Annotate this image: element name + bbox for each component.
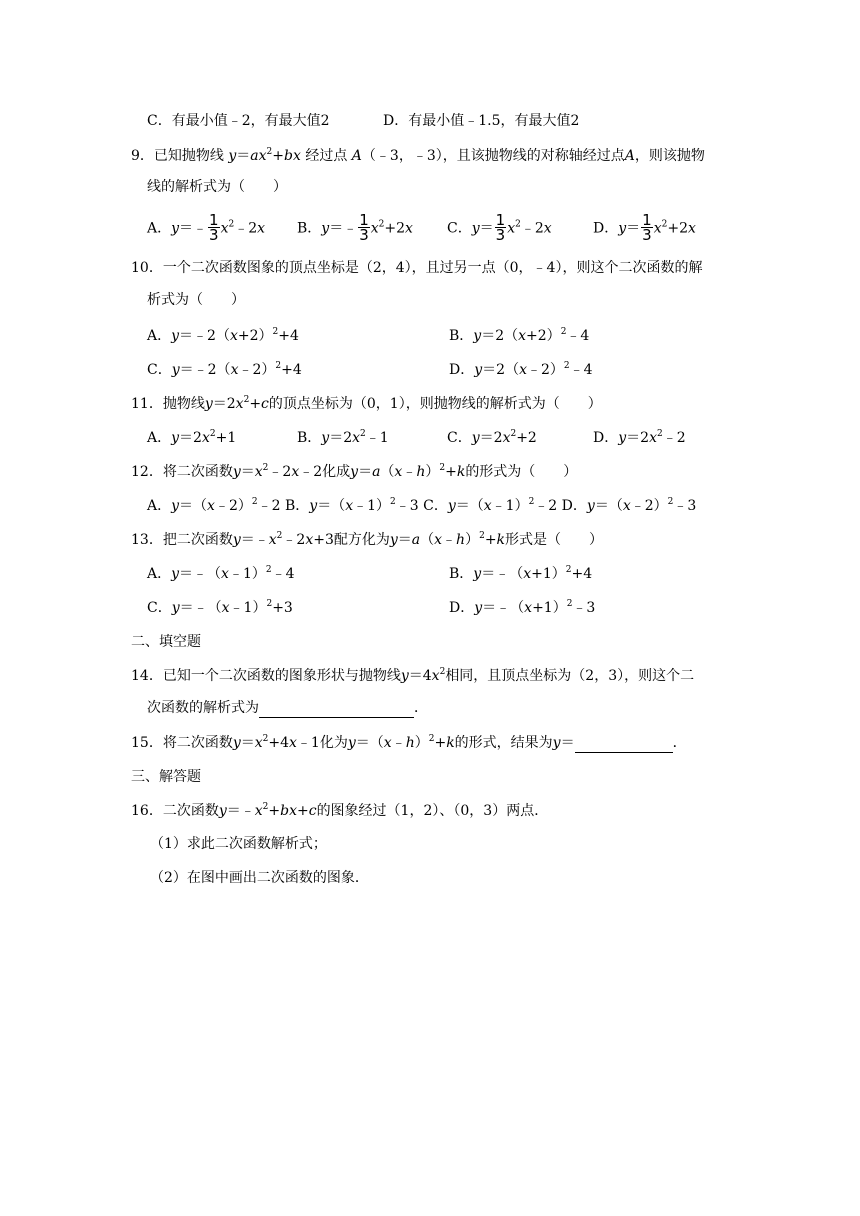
q10-stem-line2: 析式为（ ） [147,292,245,308]
q13-option-a: A．y＝﹣（x﹣1）$^2$﹣4 [147,565,295,582]
fraction: $\frac{1}{3}$ [359,211,369,244]
answer-blank[interactable] [259,701,414,718]
fraction: $\frac{1}{3}$ [495,211,506,244]
q11-option-b: B．$y=2x^2﹣1$ [297,429,389,446]
q9-point-a: A [624,148,635,164]
q9-option-a: A．y＝﹣ $\frac{1}{3}$ $x^2﹣2x$ [147,211,266,244]
q10-stem: 10．一个二次函数图象的顶点坐标是（2，4），且过另一点（0，﹣4），则这个二次函数的解 [131,260,703,276]
q9-text: 经过点 [305,148,348,164]
q9-number: 9． [131,148,154,164]
q9-option-b: B．y＝﹣ $\frac{1}{3}$ $x^2+2x$ [297,211,413,244]
q15-stem: 15．将二次函数$y=x^2+4x﹣1$化为y＝（x﹣h）$^2$+k的形式，结果为y＝ ． [131,734,687,751]
q9-text: （﹣3，﹣3），且该抛物线的对称轴经过点 [361,148,625,164]
answer-blank[interactable] [575,736,673,753]
q9-stem-line2: 线的解析式为（ ） [147,179,287,195]
q12-options: A．y＝（x﹣2）$^2$﹣2 B．y＝（x﹣1）$^2$﹣3 C．y＝（x﹣1）$^2$﹣2 D．y＝（x﹣2）$^2$﹣3 [147,497,697,514]
q13-stem: 13．把二次函数$y=﹣x^2﹣2x+3$配方化为y＝a（x﹣h）$^2$+k形式是（ ） [131,531,604,548]
q13-option-c: C．y＝﹣（x﹣1）$^2$+3 [147,599,293,616]
q10-option-a: A．$y=﹣2(x+2)^2+4$ [147,327,299,344]
fraction: $\frac{1}{3}$ [642,211,652,244]
fraction: $\frac{1}{3}$ [209,211,219,244]
q14-stem-line2: 次函数的解析式为 ． [147,700,428,716]
q16-subquestion-2: （2）在图中画出二次函数的图象． [150,870,369,886]
q14-stem: 14．已知一个二次函数的图象形状与抛物线$y=4x^2$相同，且顶点坐标为（2，3），则这个二 [131,667,695,684]
q16-stem: 16．二次函数$y=﹣x^2+bx+c$的图象经过（1，2）、（0，3）两点． [131,802,549,819]
q11-option-a: A．$y=2x^2+1$ [147,429,237,446]
q11-option-d: D．$y=2x^2﹣2$ [593,429,686,446]
q8-option-d: D．有最小值﹣1.5，有最大值2 [383,113,580,129]
q10-option-b: B．$y=2(x+2)^2﹣4$ [449,327,590,344]
q9-text: ，则该抛物 [634,148,705,164]
q9-stem: 9．已知抛物线 $y=ax^2+bx$ 经过点 A（﹣3，﹣3），且该抛物线的对称轴经过点A，则该抛物 [131,147,705,164]
q16-subquestion-1: （1）求此二次函数解析式； [150,836,327,852]
q8-option-c: C．有最小值﹣2，有最大值2 [147,113,330,129]
q10-option-d: D．y＝2（x﹣2）$^2$﹣4 [449,361,593,378]
q9-point-a: A [351,148,362,164]
section-heading: 二、填空题 [131,634,201,650]
section-heading: 三、解答题 [131,769,201,785]
q13-option-b: B．$y=﹣(x+1)^2+4$ [449,565,593,582]
q11-option-c: C．$y=2x^2+2$ [447,429,537,446]
q11-stem: 11．抛物线$y=2x^2+c$的顶点坐标为（0，1），则抛物线的解析式为（ ） [131,395,602,412]
q10-option-c: C．y＝﹣2（x﹣2）$^2$+4 [147,361,302,378]
q9-text: 已知抛物线 [153,148,224,164]
q9-option-d: D．y＝ $\frac{1}{3}$ $x^2+2x$ [593,211,696,244]
q12-stem: 12．将二次函数$y=x^2﹣2x﹣2$化成y＝a（x﹣h）$^2$+k的形式为（ ） [131,463,578,480]
q9-option-c: C．y＝ $\frac{1}{3}$ $x^2﹣2x$ [447,211,552,244]
q13-option-d: D．$y=﹣(x+1)^2﹣3$ [449,599,596,616]
